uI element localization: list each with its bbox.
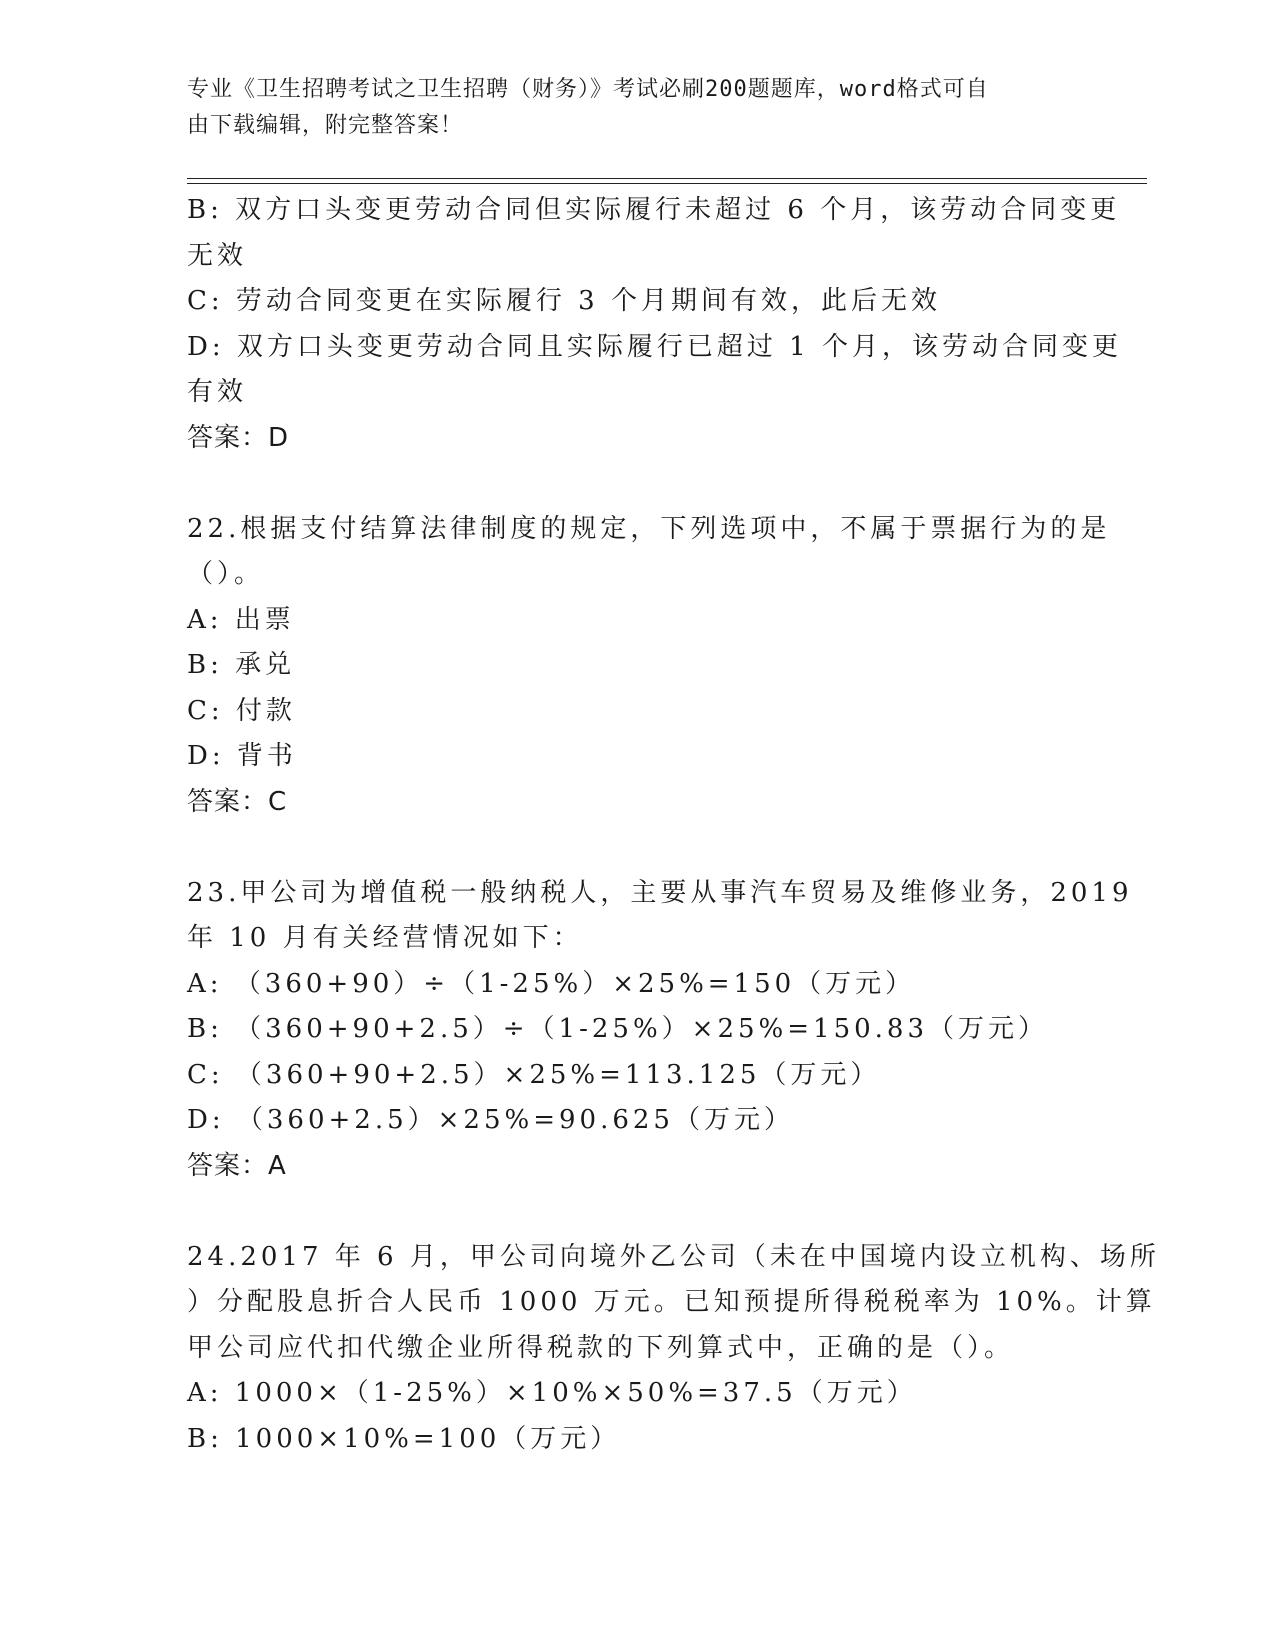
q22-stem-line-1: 22.根据支付结算法律制度的规定，下列选项中，不属于票据行为的是 — [187, 513, 1111, 544]
q22-stem-line-2: （）。 — [187, 559, 265, 589]
q22-option-d: D: 背书 — [187, 741, 297, 771]
q22-option-c: C: 付款 — [187, 695, 296, 726]
q21-option-b-line-2: 无效 — [187, 240, 248, 271]
q22-option-a: A: 出票 — [187, 604, 295, 635]
question-24 — [187, 1235, 1160, 1463]
q24-option-a: A: 1000×（1-25%）×10%×50%=37.5（万元） — [187, 1378, 917, 1408]
q23-option-a: A: （360+90）÷（1-25%）×25%=150（万元） — [187, 968, 916, 999]
q23-answer: 答案：A — [187, 1150, 287, 1181]
question-content — [187, 188, 1160, 1462]
q22-answer: 答案：C — [187, 786, 288, 817]
question-21-tail — [187, 188, 1122, 461]
q21-answer: 答案：D — [187, 422, 290, 453]
q21-option-d-line-2: 有效 — [187, 377, 248, 407]
q23-stem-line-1: 23.甲公司为增值税一般纳税人，主要从事汽车贸易及维修业务，2019 — [187, 877, 1133, 908]
question-23 — [187, 871, 1133, 1190]
header-rule-bottom — [187, 183, 1147, 184]
spacer — [187, 461, 1067, 507]
q21-option-c: C: 劳动合同变更在实际履行 3 个月期间有效，此后无效 — [187, 286, 941, 316]
document-header — [187, 72, 1067, 144]
q21-option-d-line-1: D: 双方口头变更劳动合同且实际履行已超过 1 个月，该劳动合同变更 — [187, 331, 1122, 362]
q23-option-d: D: （360+2.5）×25%=90.625（万元） — [187, 1105, 794, 1135]
header-title-line-1: 专业《卫生招聘考试之卫生招聘（财务）》考试必刷200题题库，word格式可自 — [187, 77, 989, 102]
header-title-line-2: 由下载编辑，附完整答案！ — [187, 113, 464, 138]
header-rule-top — [187, 178, 1147, 179]
q23-stem-line-2: 年 10 月有关经营情况如下： — [187, 923, 583, 953]
q22-option-b: B: 承兑 — [187, 650, 296, 680]
question-22 — [187, 507, 1111, 826]
spacer — [187, 825, 1067, 871]
q21-option-b-line-1: B: 双方口头变更劳动合同但实际履行未超过 6 个月，该劳动合同变更 — [187, 195, 1121, 225]
q23-option-b: B: （360+90+2.5）÷（1-25%）×25%=150.83（万元） — [187, 1014, 1048, 1044]
q24-stem-line-1: 24.2017 年 6 月，甲公司向境外乙公司（未在中国境内设立机构、场所 — [187, 1241, 1160, 1272]
q24-stem-line-3: 甲公司应代扣代缴企业所得税款的下列算式中，正确的是（）。 — [187, 1332, 1015, 1363]
q23-option-c: C: （360+90+2.5）×25%=113.125（万元） — [187, 1059, 881, 1090]
spacer — [187, 1189, 1067, 1235]
q24-stem-line-2: ）分配股息折合人民币 1000 万元。已知预提所得税税率为 10%。计算 — [187, 1287, 1156, 1317]
q24-option-b: B: 1000×10%=100（万元） — [187, 1423, 621, 1454]
